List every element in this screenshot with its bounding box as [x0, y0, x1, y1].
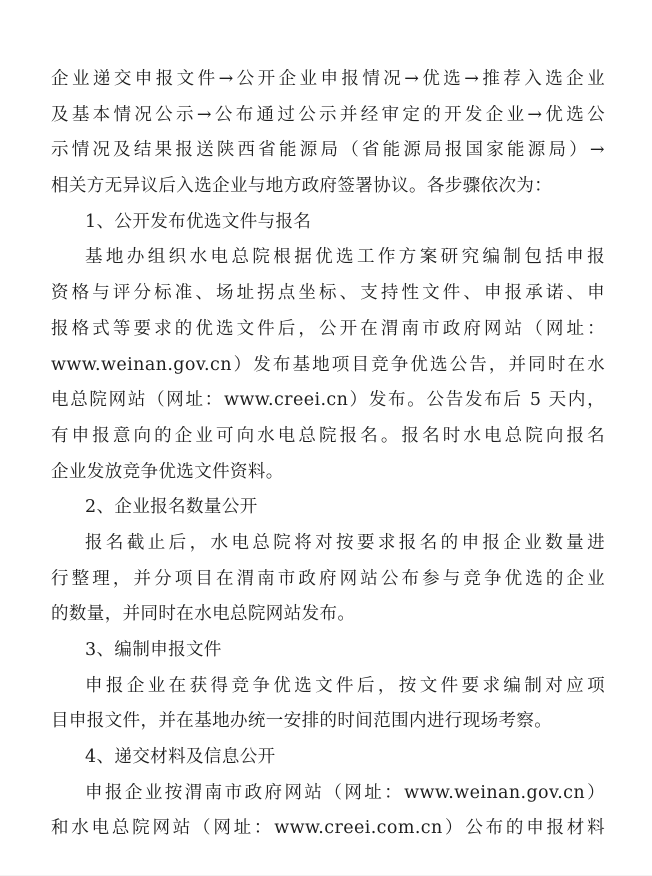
paragraph-line: 和水电总院网站（网址：www.creei.com.cn）公布的申报材料 [51, 818, 605, 839]
document-body [51, 62, 605, 847]
paragraph-line: 及基本情况公示→公布通过公示并经审定的开发企业→优选公 [51, 104, 605, 125]
paragraph-line: www.weinan.gov.cn）发布基地项目竞争优选公告，并同时在水 [51, 354, 605, 375]
section-heading-1: 1、公开发布优选文件与报名 [85, 211, 312, 232]
paragraph-line: 资格与评分标准、场址拐点坐标、支持性文件、申报承诺、申 [51, 283, 605, 304]
paragraph-line: 行整理，并分项目在渭南市政府网站公布参与竞争优选的企业 [51, 568, 605, 589]
paragraph-line: 示情况及结果报送陕西省能源局（省能源局报国家能源局）→ [51, 140, 605, 161]
section-heading-3: 3、编制申报文件 [85, 640, 222, 660]
paragraph-line: 申报企业在获得竞争优选文件后，按文件要求编制对应项 [85, 675, 605, 696]
section-heading-2: 2、企业报名数量公开 [85, 497, 258, 518]
paragraph-line: 有申报意向的企业可向水电总院报名。报名时水电总院向报名 [51, 425, 605, 446]
paragraph-line: 申报企业按渭南市政府网站（网址：www.weinan.gov.cn） [85, 782, 605, 803]
paragraph-line: 相关方无异议后入选企业与地方政府签署协议。各步骤依次为： [51, 176, 553, 197]
paragraph-line: 企业递交申报文件→公开企业申报情况→优选→推荐入选企业 [51, 69, 605, 89]
paragraph-line: 企业发放竞争优选文件资料。 [51, 461, 284, 482]
paragraph-line: 目申报文件，并在基地办统一安排的时间范围内进行现场考察。 [51, 711, 553, 732]
paragraph-line: 基地办组织水电总院根据优选工作方案研究编制包括申报 [85, 247, 605, 268]
paragraph-line: 电总院网站（网址：www.creei.cn）发布。公告发布后 5 天内， [51, 390, 605, 411]
paragraph-line: 报名截止后，水电总院将对按要求报名的申报企业数量进 [85, 532, 605, 553]
paragraph-line: 的数量，并同时在水电总院网站发布。 [51, 604, 356, 625]
section-heading-4: 4、递交材料及信息公开 [85, 747, 276, 768]
paragraph-line: 报格式等要求的优选文件后，公开在渭南市政府网站（网址： [51, 318, 605, 339]
